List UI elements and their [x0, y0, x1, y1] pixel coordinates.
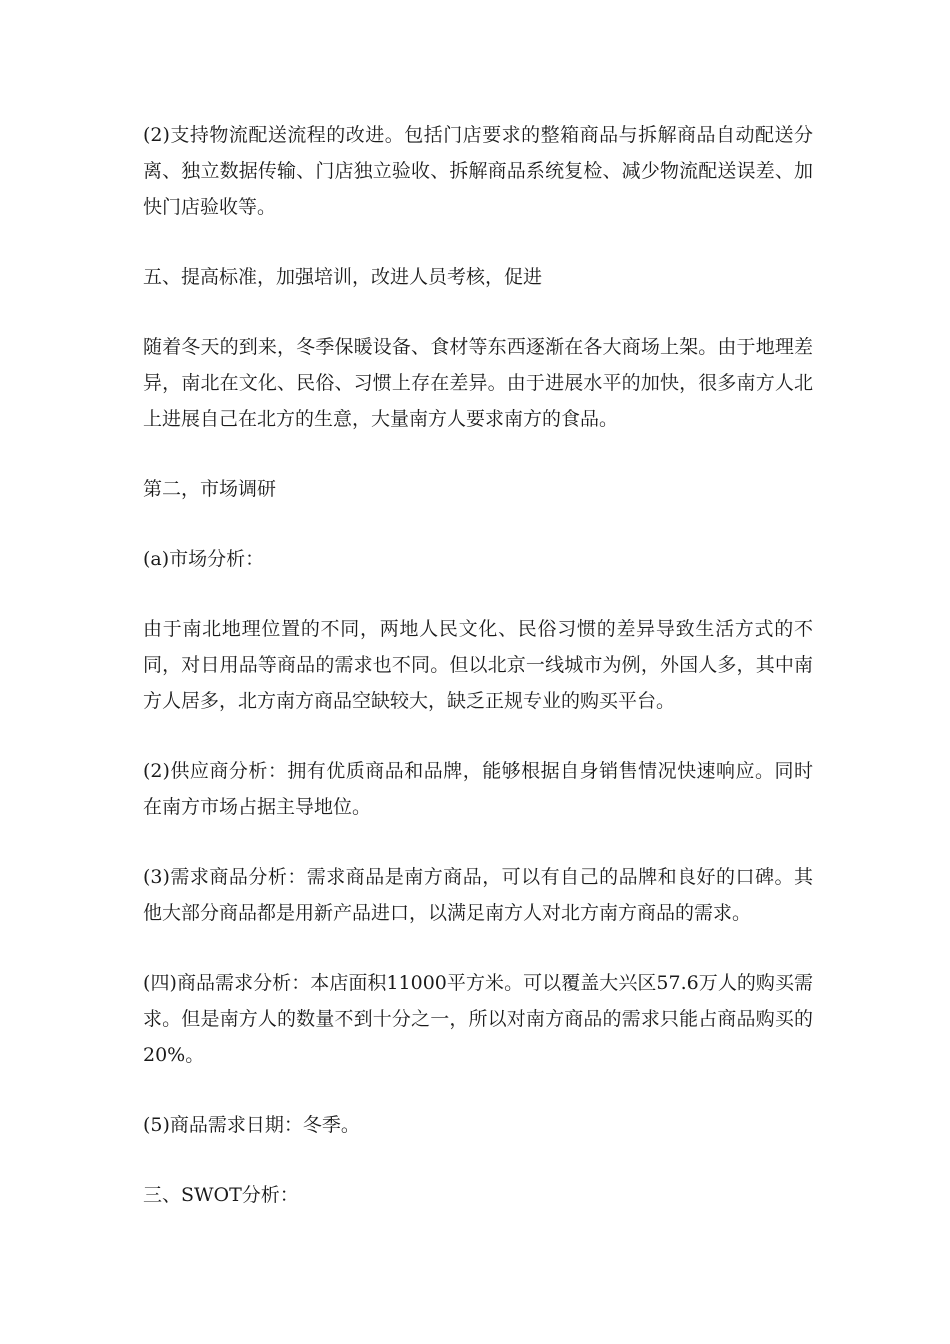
- paragraph-logistics-improvement: (2)支持物流配送流程的改进。包括门店要求的整箱商品与拆解商品自动配送分离、独立数据传输、门店独立验收、拆解商品系统复检、减少物流配送误差、加快门店验收等。: [143, 124, 813, 218]
- paragraph-demand-goods-analysis: (3)需求商品分析：需求商品是南方商品，可以有自己的品牌和良好的口碑。其他大部分商品都是用新产品进口，以满足南方人对北方南方商品的需求。: [143, 866, 813, 924]
- paragraph-market-analysis: 由于南北地理位置的不同，两地人民文化、民俗习惯的差异导致生活方式的不同，对日用品等商品的需求也不同。但以北京一线城市为例，外国人多，其中南方人居多，北方南方商品空缺较大，缺乏正规专业的购买平台。: [143, 618, 813, 712]
- section-heading-swot: 三、SWOT分析：: [143, 1184, 299, 1206]
- paragraph-winter-intro: 随着冬天的到来，冬季保暖设备、食材等东西逐渐在各大商场上架。由于地理差异，南北在文化、民俗、习惯上存在差异。由于进展水平的加快，很多南方人北上进展自己在北方的生意，大量南方人要求南方的食品。: [143, 336, 813, 430]
- paragraph-demand-date: (5)商品需求日期：冬季。: [143, 1114, 360, 1136]
- document-body: [143, 117, 813, 1247]
- paragraph-goods-demand-analysis: (四)商品需求分析：本店面积11000平方米。可以覆盖大兴区57.6万人的购买需求。但是南方人的数量不到十分之一，所以对南方商品的需求只能占商品购买的20%。: [143, 972, 813, 1066]
- paragraph-supplier-analysis: (2)供应商分析：拥有优质商品和品牌，能够根据自身销售情况快速响应。同时在南方市场占据主导地位。: [143, 760, 813, 818]
- subheading-market-analysis: (a)市场分析：: [143, 548, 265, 570]
- section-heading-market-research: 第二，市场调研: [143, 478, 277, 500]
- section-heading-five: 五、提高标准，加强培训，改进人员考核，促进: [143, 266, 543, 288]
